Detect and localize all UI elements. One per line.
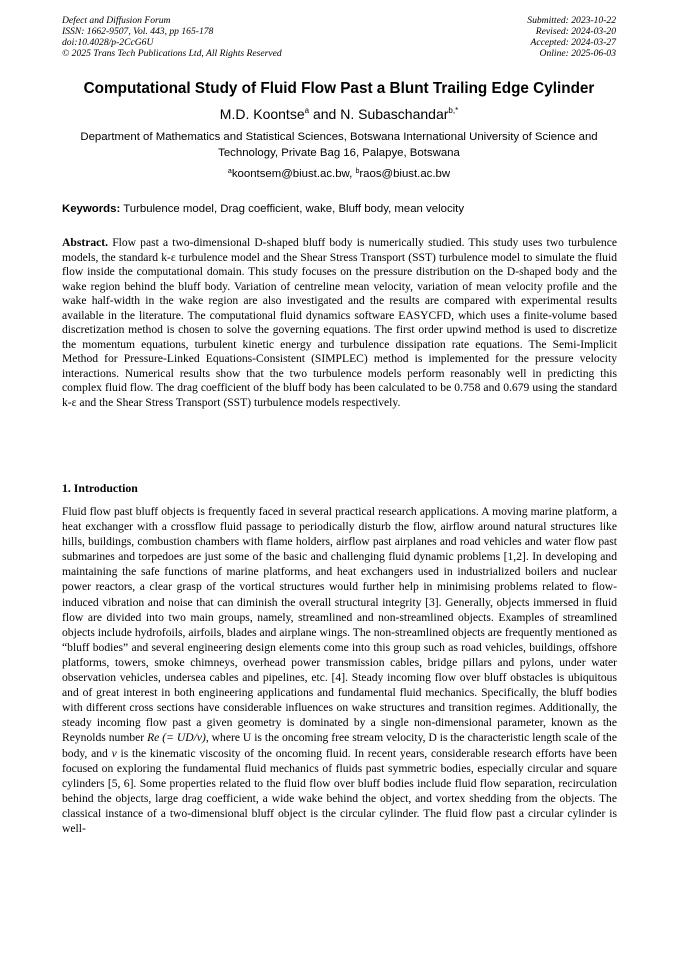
author-koontse: M.D. Koontse: [219, 106, 305, 122]
email-raos: raos@biust.ac.bw: [359, 168, 451, 180]
author-line: [40, 105, 638, 123]
email-line: [40, 167, 638, 181]
nu-symbol: ν: [111, 746, 117, 760]
date-accepted: Accepted: 2024-03-27: [530, 37, 616, 48]
journal-issn: ISSN: 1662-9507, Vol. 443, pp 165-178: [62, 26, 214, 37]
abstract-label: Abstract.: [62, 236, 109, 249]
journal-copyright: © 2025 Trans Tech Publications Ltd, All Rights Reserved: [62, 48, 282, 59]
email-koontse: koontsem@biust.ac.bw,: [231, 168, 356, 180]
author1-affil-mark: a: [304, 106, 310, 115]
journal-doi: doi:10.4028/p-2CcG6U: [62, 37, 154, 48]
date-revised: Revised: 2024-03-20: [535, 26, 616, 37]
abstract: [62, 236, 617, 410]
date-online: Online: 2025-06-03: [539, 48, 616, 59]
keywords: [62, 202, 617, 216]
reynolds-formula: (= UD/ν): [159, 731, 206, 745]
author-conjunction: and: [309, 106, 341, 122]
journal-name: Defect and Diffusion Forum: [62, 15, 171, 26]
email-a-mark: a: [227, 168, 232, 175]
abstract-text: Flow past a two-dimensional D-shaped bluff body is numerically studied. This study uses two turbulence models, the standard k-ε turbulence model and the Shear Stress Transport (SST) turbulence model to simulate the fluid flow inside the computational domain. This study focuses on the pressure distribution on the D-shaped body and the wake region behind the bluff body. Variation of centreline mean velocity, variation of mean velocity profile and the wake half-width in the wake region are also investigated and the results are compared with experimental results available in the literature. The computational fluid dynamics software EASYCFD, which uses a finite-volume based discretization method is chosen to solve the governing equations. The first order upwind method is used to discretize the momentum equations, turbulent kinetic energy and turbulence dissipation rate equations. The Semi-Implicit Method for Pressure-Linked Equations-Consistent (SIMPLEC) method is implemented for the pressure velocity interactions. Numerical results show that the two turbulence models perform reasonably well in predicting this complex fluid flow. The drag coefficient of the bluff body has been calculated to be 0.758 and 0.679 using the standard k-ε and the Shear Stress Transport (SST) turbulence models respectively.: [62, 236, 617, 409]
affiliation: Department of Mathematics and Statistical Sciences, Botswana International University of Science and Technology, Private Bag 16, Palapye, Botswana: [80, 131, 598, 159]
journal-info: [62, 15, 282, 59]
intro-text-part3: is the kinematic viscosity of the oncoming fluid. In recent years, considerable research efforts have been focused on exploring the fundamental fluid mechanics of fluids past symmetric bodies, especially circular and square cylinders [5, 6]. Some properties related to the fluid flow over bluff bodies include fluid flow separation, recirculation behind the objects, large drag coefficient, a wide wake behind the object, and vortex shedding from the objects. The classical instance of a two-dimensional bluff object is the circular cylinder. The fluid flow past a circular cylinder is well-: [62, 746, 618, 835]
email-b-mark: b: [355, 168, 360, 175]
section-heading-introduction: 1. Introduction: [62, 481, 138, 495]
author-subaschandar: N. Subaschandar: [340, 106, 449, 122]
keywords-label: Keywords:: [62, 203, 121, 215]
introduction-paragraph: [62, 504, 617, 836]
intro-text-part1: Fluid flow past bluff objects is frequently faced in several practical research applications. A moving marine platform, a heat exchanger with a crossflow fluid passage to periodically disturb the flow, airflow around natural structures like hills, buildings, combustion chambers with flame holders, airflow past airplanes and road vehicles and water flow past submarines and torpedoes are just some of the basic and challenging fluid dynamic problems [1,2]. In developing and maintaining the safe functions of marine platforms, and heat exchangers used in industrialized boilers and nuclear power reactors, a clear grasp of the vortical structures would further help in minimising problems related to flow-induced vibration and noise that can diminish the overall structural integrity [3]. Generally, objects immersed in fluid flow are divided into two main groups, namely, streamlined and non-streamlined objects. Examples of streamlined objects include hydrofoils, airfoils, blades and airplane wings. The non-streamlined objects are frequently mentioned as “bluff bodies” and several engineering design elements come into this group such as road vehicles, buildings, offshore platforms, towers, smoke chimneys, overhead power transmission cables, bridge pillars and pylons, under water observation vehicles, undersea cables and pipelines, etc. [4]. Steady incoming flow over bluff obstacles is ubiquitous and of great interest in both engineering applications and fundamental fluid mechanics. Specifically, the bluff bodies with different cross sections have considerable influences on wake structures and transition regimes. Additionally, the steady incoming flow past a given geometry is dominated by a single non-dimensional parameter, known as the Reynolds number: [62, 505, 617, 745]
intro-text-part2: , where U is the oncoming free stream velocity, D is the characteristic length scale of the body, and: [62, 731, 617, 760]
submission-dates: [527, 15, 616, 59]
reynolds-symbol: Re: [147, 731, 160, 745]
keywords-text: Turbulence model, Drag coefficient, wake, Bluff body, mean velocity: [120, 203, 465, 215]
date-submitted: Submitted: 2023-10-22: [527, 15, 616, 26]
paper-title: Computational Study of Fluid Flow Past a Blunt Trailing Edge Cylinder: [83, 80, 595, 97]
author2-affil-mark: b,*: [448, 106, 459, 115]
